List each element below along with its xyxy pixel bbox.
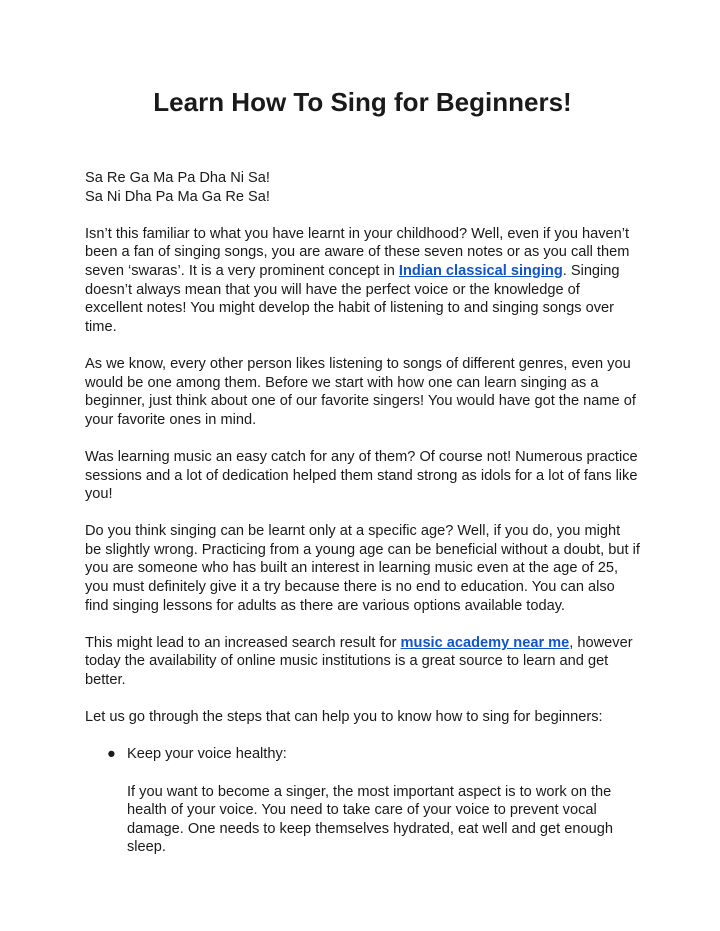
paragraph-5-text-b: , however today the availability of online music institutions is a great source to learn and get better.	[85, 634, 633, 689]
intro-line-1: Sa Re Ga Ma Pa Dha Ni Sa!	[85, 170, 270, 186]
bullet-dot-icon: ●	[107, 746, 116, 763]
paragraph-5-text-a: This might lead to an increased search result for	[85, 634, 401, 651]
paragraph-1-text-b: . Singing doesn’t always mean that you will have the perfect voice or the knowledge of excellent notes! You might develop the habit of listening to and singing songs over time.	[85, 262, 620, 335]
intro-paragraph	[85, 169, 640, 206]
paragraph-3: Was learning music an easy catch for any of them? Of course not! Numerous practice sessions and a lot of dedication helped them stand strong as idols for a lot of fans like you!	[85, 448, 638, 503]
list-item-heading: Keep your voice healthy:	[127, 746, 287, 763]
list-item	[85, 745, 640, 764]
paragraph-4: Do you think singing can be learnt only at a specific age? Well, if you do, you might be slightly wrong. Practicing from a young age can be beneficial without a doubt, but if you are someone who has built an interest in learning music even at the age of 25, you must definitely give it a try because there is no end to education. You can also find singing lessons for adults as there are various options available today.	[85, 523, 640, 614]
list-item-body: If you want to become a singer, the most important aspect is to work on the health of your voice. You need to take care of your voice to prevent vocal damage. One needs to keep themselves hydrated, eat well and get enough sleep.	[127, 783, 613, 856]
intro-line-2: Sa Ni Dha Pa Ma Ga Re Sa!	[85, 188, 270, 205]
page-title: Learn How To Sing for Beginners!	[153, 87, 572, 117]
music-academy-link[interactable]: music academy near me	[400, 634, 570, 651]
paragraph-5	[85, 634, 640, 690]
document-body	[85, 169, 640, 857]
indian-classical-singing-link[interactable]: Indian classical singing	[398, 262, 563, 279]
steps-list	[85, 745, 640, 764]
paragraph-2: As we know, every other person likes listening to songs of different genres, even you would be one among them. Before we start with how one can learn singing as a beginner, just think about one of our favorite singers! You would have got the name of your favorite ones in mind.	[85, 355, 636, 428]
paragraph-1	[85, 225, 640, 337]
paragraph-1-text-a: Isn’t this familiar to what you have learnt in your childhood? Well, even if you haven’t been a fan of singing songs, you are aware of these seven notes or as you call them seven ‘swaras’. It is a very prominent concept in	[85, 225, 630, 279]
paragraph-6: Let us go through the steps that can help you to know how to sing for beginners:	[85, 709, 603, 726]
